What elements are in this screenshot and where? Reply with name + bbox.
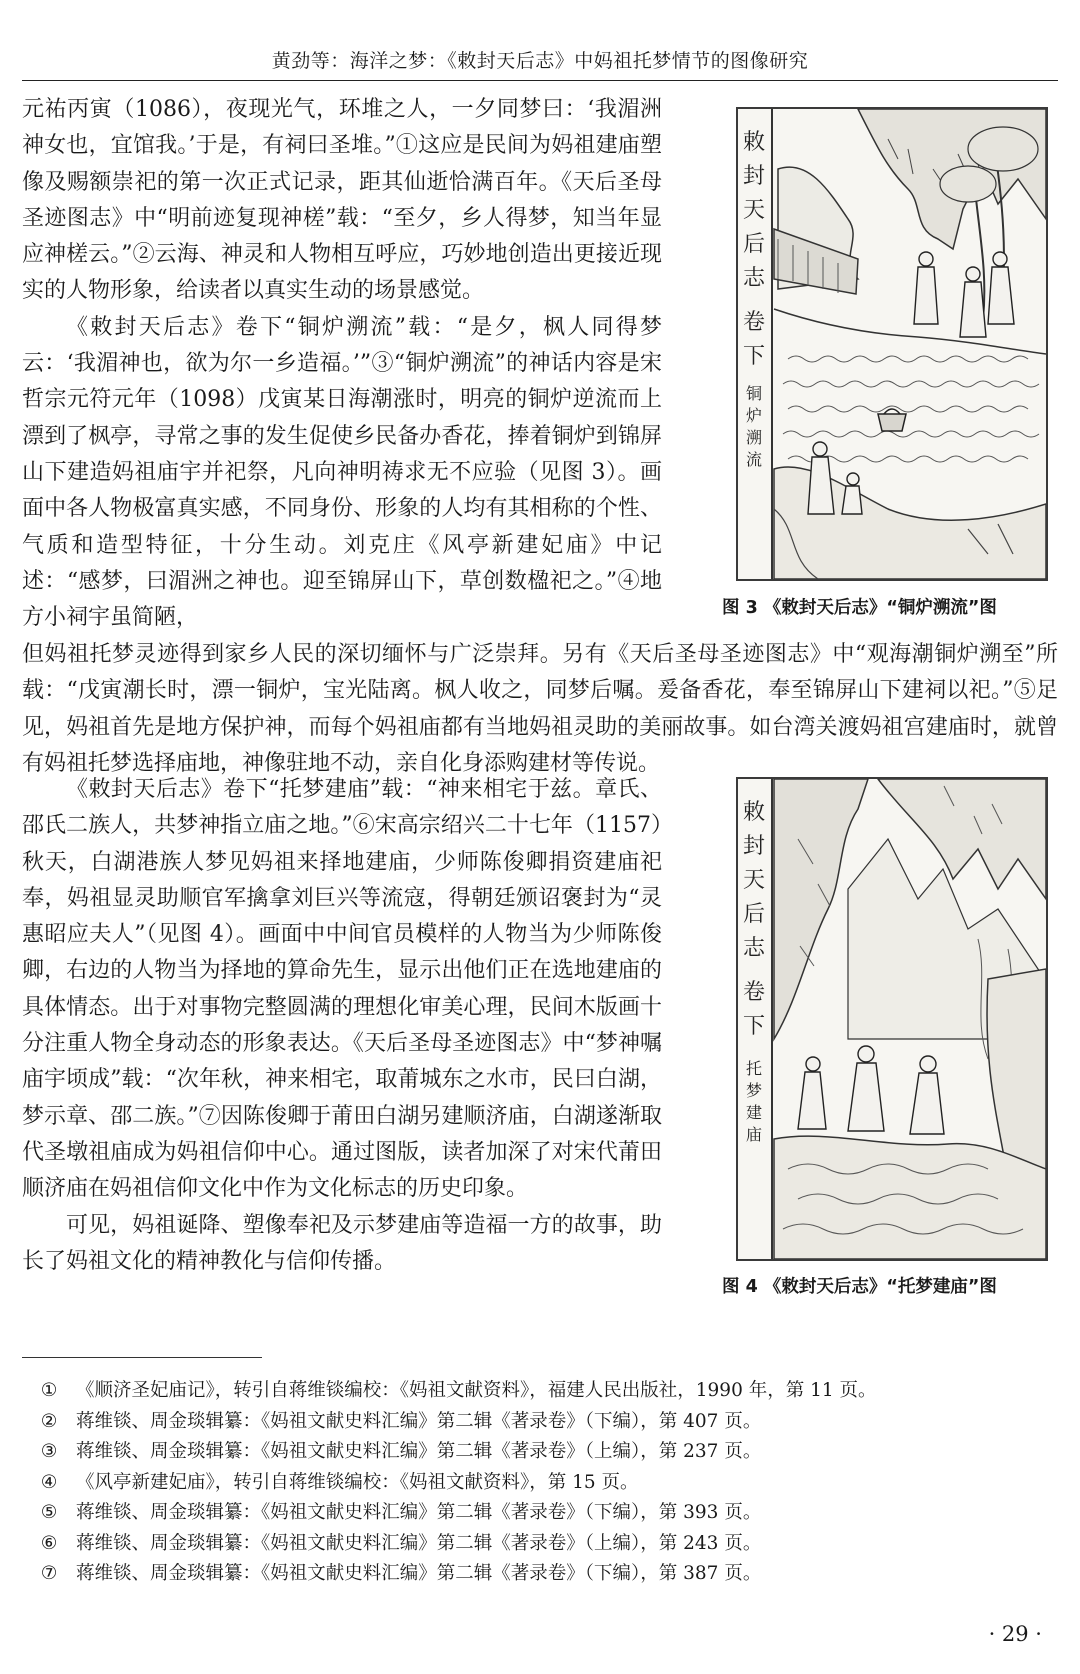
running-header: 黄劲等：海洋之梦：《敕封天后志》中妈祖托梦情节的图像研究 [22, 44, 1058, 81]
svg-text:天: 天 [743, 868, 766, 893]
svg-text:后: 后 [743, 902, 766, 927]
figure-4-caption: 图 4 《敕封天后志》“托梦建庙”图 [722, 1277, 997, 1297]
body-column-bottom [22, 772, 662, 1280]
footnote-2: ② 蒋维锬、周金琰辑纂：《妈祖文献史料汇编》第二辑《著录卷》（下编），第 407 页。 [40, 1410, 762, 1432]
svg-text:卷: 卷 [743, 980, 766, 1005]
figure-3-caption: 图 3 《敕封天后志》“铜炉溯流”图 [722, 598, 997, 618]
svg-text:建: 建 [746, 1103, 763, 1122]
svg-text:下: 下 [743, 1014, 766, 1039]
footnote-rule [22, 1357, 262, 1358]
svg-text:天: 天 [743, 198, 766, 223]
svg-text:卷: 卷 [743, 310, 766, 335]
svg-text:下: 下 [743, 344, 766, 369]
svg-text:敕: 敕 [743, 800, 766, 825]
svg-text:志: 志 [743, 266, 766, 291]
paragraph-2: 《敕封天后志》卷下“铜炉溯流”载：“是夕，枫人同得梦云：‘我湄神也，欲为尔一乡造福。’”③“铜炉溯流”的神话内容是宋哲宗元符元年（1098）戊寅某日海潮涨时，明亮的铜炉逆流而上漂到了枫亭，寻常之事的发生促使乡民备办香花，捧着铜炉到锦屏山下建造妈祖庙宇并祀祭，凡向神明祷求无不应验（见图 3）。画面中各人物极富真实感，不同身份、形象的人均有其相称的个性、气质和造型特征，十分生动。刘克庄《风亭新建妃庙》中记述：“感梦，曰湄洲之神也。迎至锦屏山下，草创数楹祀之。”④地方小祠宇虽简陋， [22, 314, 662, 631]
svg-text:后: 后 [743, 232, 766, 257]
figure-3-woodblock [736, 107, 1048, 581]
svg-text:溯: 溯 [746, 428, 763, 447]
figure-3-illustration [738, 109, 1046, 579]
footnote-1: ① 《顺济圣妃庙记》，转引自蒋维锬编校：《妈祖文献资料》，福建人民出版社，1990 年，第 11 页。 [40, 1380, 877, 1401]
svg-text:托: 托 [746, 1059, 763, 1078]
paragraph-1: 元祐丙寅（1086），夜现光气，环堆之人，一夕同梦曰：‘我湄洲神女也，宜馆我。’于是，有祠曰圣堆。”①这应是民间为妈祖建庙塑像及赐额崇祀的第一次正式记录，距其仙逝恰满百年。《天后圣母圣迹图志》中“明前迹复现神槎”载：“至夕，乡人得梦，知当年显应神槎云。”②云海、神灵和人物相互呼应，巧妙地创造出更接近现实的人物形象，给读者以真实生动的场景感觉。 [22, 97, 662, 304]
footnote-6: ⑥ 蒋维锬、周金琰辑纂：《妈祖文献史料汇编》第二辑《著录卷》（上编），第 243 页。 [40, 1532, 762, 1554]
svg-text:封: 封 [743, 834, 766, 859]
svg-text:敕: 敕 [743, 130, 766, 155]
svg-text:炉: 炉 [746, 406, 763, 425]
page-number: · 29 · [988, 1622, 1042, 1646]
svg-text:梦: 梦 [746, 1081, 763, 1100]
body-full-width [22, 637, 1058, 782]
footnote-7: ⑦ 蒋维锬、周金琰辑纂：《妈祖文献史料汇编》第二辑《著录卷》（下编），第 387 页。 [40, 1563, 762, 1584]
footnote-5: ⑤ 蒋维锬、周金琰辑纂：《妈祖文献史料汇编》第二辑《著录卷》（下编），第 393 页。 [40, 1502, 762, 1523]
svg-text:庙: 庙 [746, 1125, 763, 1144]
figure-4-woodblock [736, 777, 1048, 1261]
paragraph-3: 《敕封天后志》卷下“托梦建庙”载：“神来相宅于兹。章氏、邵氏二族人，共梦神指立庙之地。”⑥宋高宗绍兴二十七年（1157）秋天，白湖港族人梦见妈祖来择地建庙，少师陈俊卿捐资建庙祀奉，妈祖显灵助顺官军擒拿刘巨兴等流寇，得朝廷颁诏褒封为“灵惠昭应夫人”（见图 4）。画面中中间官员模样的人物当为少师陈俊卿，右边的人物当为择地的算命先生，显示出他们正在选地建庙的具体情态。出于对事物完整圆满的理想化审美心理，民间木版画十分注重人物全身动态的形象表达。《天后圣母圣迹图志》中“梦神嘱庙宇顷成”载：“次年秋，神来相宅，取莆城东之水市，民曰白湖，梦示章、邵二族。”⑦因陈俊卿于莆田白湖另建顺济庙，白湖遂渐取代圣墩祖庙成为妈祖信仰中心。通过图版，读者加深了对宋代莆田顺济庙在妈祖信仰文化中作为文化标志的历史印象。 [22, 777, 662, 1202]
paragraph-2-continued: 但妈祖托梦灵迹得到家乡人民的深切缅怀与广泛崇拜。另有《天后圣母圣迹图志》中“观海潮铜炉溯至”所载：“戊寅潮长时，漂一铜炉，宝光陆离。枫人收之，同梦后嘱。爰备香花，奉至锦屏山下建祠以祀。”⑤足见，妈祖首先是地方保护神，而每个妈祖庙都有当地妈祖灵助的美丽故事。如台湾关渡妈祖宫建庙时，就曾有妈祖托梦选择庙地，神像驻地不动，亲自化身添购建材等传说。 [22, 642, 1058, 776]
paragraph-4: 可见，妈祖诞降、塑像奉祀及示梦建庙等造福一方的故事，助长了妈祖文化的精神教化与信仰传播。 [22, 1212, 662, 1274]
footnote-3: ③ 蒋维锬、周金琰辑纂：《妈祖文献史料汇编》第二辑《著录卷》（上编），第 237 页。 [40, 1441, 762, 1462]
svg-text:志: 志 [743, 936, 766, 961]
footnotes [22, 1376, 1058, 1590]
svg-text:封: 封 [743, 164, 766, 189]
body-column-top [22, 92, 662, 636]
figure-4-illustration [738, 779, 1046, 1259]
footnote-4: ④ 《风亭新建妃庙》，转引自蒋维锬编校：《妈祖文献资料》，第 15 页。 [40, 1471, 639, 1493]
svg-text:流: 流 [746, 450, 763, 469]
svg-text:铜: 铜 [746, 384, 763, 403]
